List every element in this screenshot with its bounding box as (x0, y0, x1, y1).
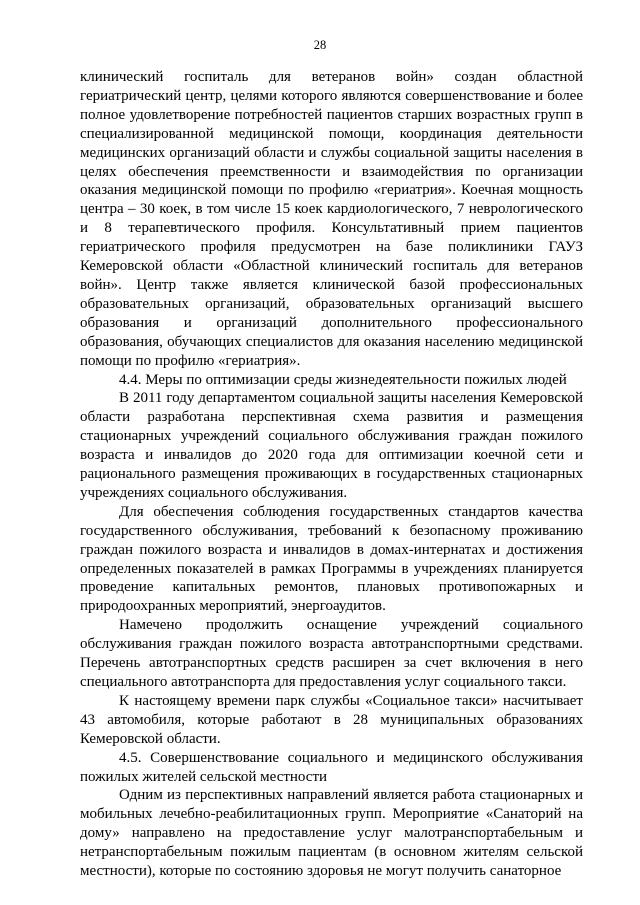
paragraph-standards: Для обеспечения соблюдения государственных стандартов качества государственного обслуживания, требований к безопасному проживанию граждан пожилого возраста и инвалидов в домах-интернатах и достижения определенных показателей в рамках Программы в учреждениях планируется проведение капитальных ремонтов, плановых противопожарных и природоохранных мероприятий, энергоаудитов. (80, 503, 583, 615)
paragraph-rehab-groups: Одним из перспективных направлений является работа стационарных и мобильных лечебно-реабилитационных групп. Мероприятие «Санаторий на дому» направлено на предоставление услуг малотранспортабельным и нетранспортабельным пожилым пациентам (в основном жителям сельской местности), которые по состоянию здоровья не могут получить санаторное (80, 787, 583, 880)
section-heading-4-5: 4.5. Совершенствование социального и медицинского обслуживания пожилых жителей сельской местности (80, 749, 583, 785)
document-body (80, 68, 583, 881)
paragraph-geriatric-center: клинический госпиталь для ветеранов войн» создан областной гериатрический центр, целями которого являются совершенствование и более полное удовлетворение потребностей пациентов старших возрастных групп в специализированной медицинской помощи, координация деятельности медицинских организаций области и службы социальной защиты населения в целях обеспечения преемственности и взаимодействия по организации оказания медицинской помощи по профилю «гериатрия». Коечная мощность центра – 30 коек, в том числе 15 коек кардиологического, 7 неврологического и 8 терапевтического профиля. Консультативный прием пациентов гериатрического профиля предусмотрен на базе поликлиники ГАУЗ Кемеровской области «Областной клинический госпиталь для ветеранов войн». Центр также является клинической базой профессиональных образовательных организаций, образовательных организаций высшего образования и организаций дополнительного профессионального образования, обучающих специалистов для оказания населению медицинской помощи по профилю «гериатрия». (80, 69, 583, 369)
section-heading-4-4: 4.4. Меры по оптимизации среды жизнедеятельности пожилых людей (119, 371, 567, 388)
paragraph-social-taxi: К настоящему времени парк службы «Социальное такси» насчитывает 43 автомобиля, которые работают в 28 муниципальных образованиях Кемеровской области. (80, 692, 583, 747)
paragraph-vehicles: Намечено продолжить оснащение учреждений социального обслуживания граждан пожилого возраста автотранспортными средствами. Перечень автотранспортных средств расширен за счет включения в него специального автотранспорта для предоставления услуг социального такси. (80, 617, 583, 690)
paragraph-2011-scheme: В 2011 году департаментом социальной защиты населения Кемеровской области разработана перспективная схема развития и размещения стационарных учреждений социального обслуживания граждан пожилого возраста и инвалидов до 2020 года для оптимизации коечной сети и рационального размещения проживающих в государственных стационарных учреждениях социального обслуживания. (80, 390, 583, 501)
page-number: 28 (313, 38, 327, 52)
